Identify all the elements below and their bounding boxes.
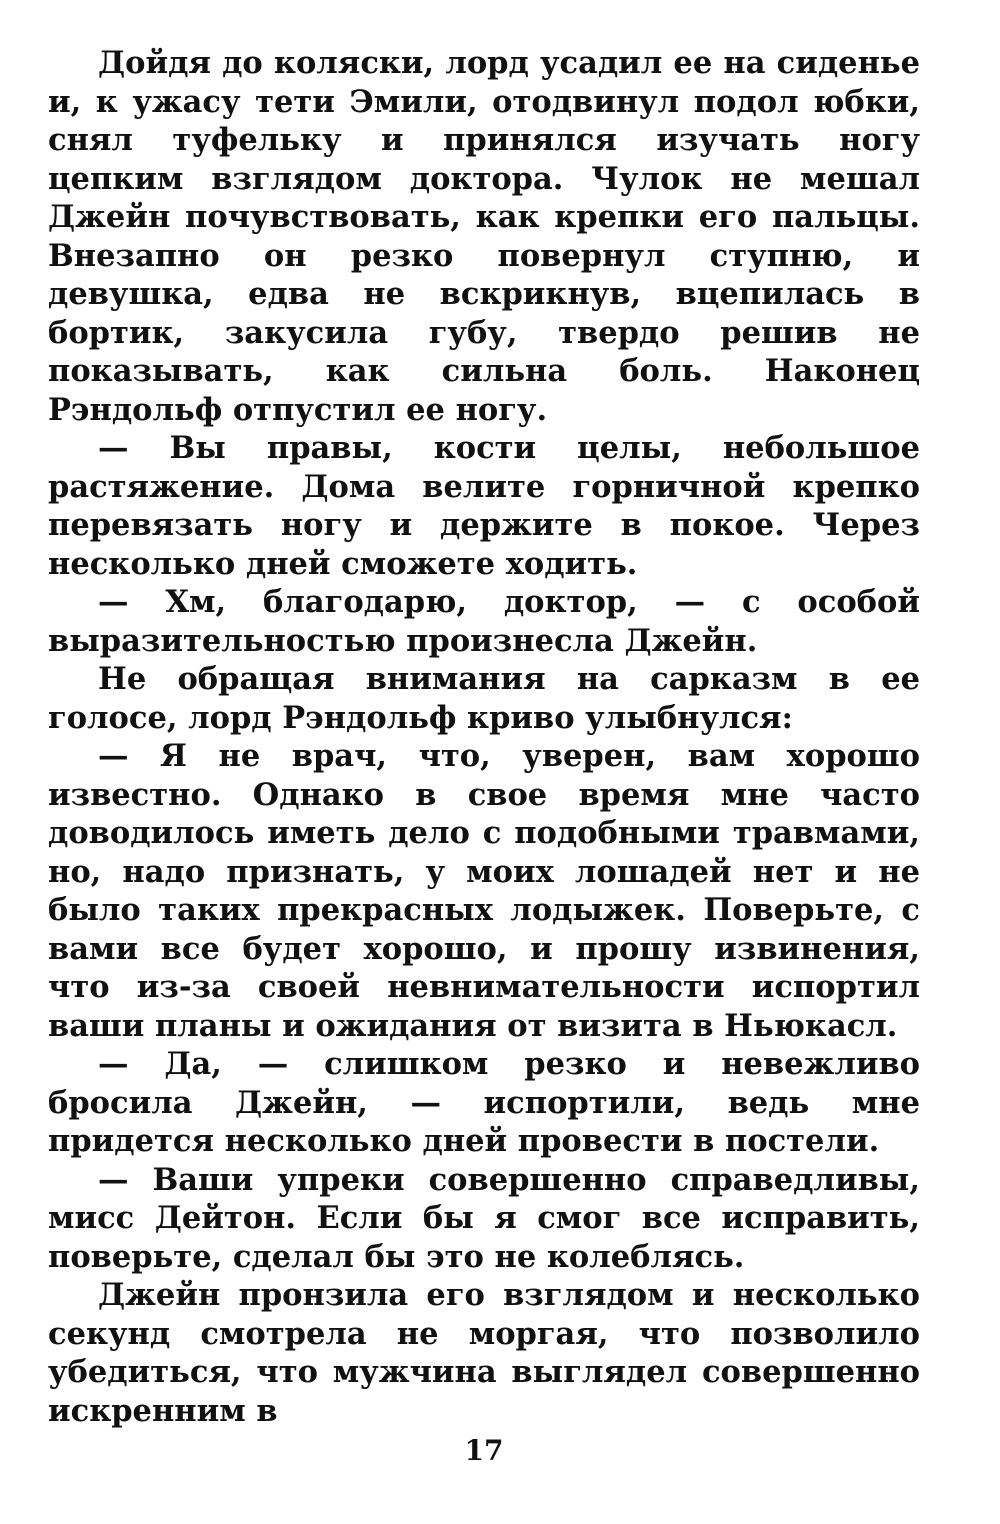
paragraph-7: — Ваши упреки совершенно справедливы, мисс Дейтон. Если бы я смог все исправить, поверьте, сделал бы это не колеблясь.	[48, 1161, 920, 1275]
paragraph-5: — Я не врач, что, уверен, вам хорошо известно. Однако в свое время мне часто доводилось иметь дело с подобными травмами, но, надо признать, у моих лошадей нет и не было таких прекрасных лодыжек. Поверьте, с вами все будет хорошо, и прошу извинения, что из-за своей невнимательности испортил ваши планы и ожидания от визита в Ньюкасл.	[48, 738, 920, 1044]
paragraph-8: Джейн пронзила его взглядом и несколько секунд смотрела не моргая, что позволило убедиться, что мужчина выглядел совершенно искренним в	[48, 1277, 920, 1429]
page-number: 17	[464, 1434, 504, 1467]
body-text	[48, 44, 920, 1430]
paragraph-3: — Хм, благодарю, доктор, — с особой выразительностью произнесла Джейн.	[48, 584, 920, 659]
paragraph-1: Дойдя до коляски, лорд усадил ее на сиденье и, к ужасу тети Эмили, отодвинул подол юбки, снял туфельку и принялся изучать ногу цепким взглядом доктора. Чулок не мешал Джейн почувствовать, как крепки его пальцы. Внезапно он резко повернул ступню, и девушка, едва не вскрикнув, вцепилась в бортик, закусила губу, твердо решив не показывать, как сильна боль. Наконец Рэндольф отпустил ее ногу.	[48, 45, 920, 428]
paragraph-4: Не обращая внимания на сарказм в ее голосе, лорд Рэндольф криво улыбнулся:	[48, 661, 920, 736]
paragraph-2: — Вы правы, кости целы, небольшое растяжение. Дома велите горничной крепко перевязать ногу и держите в покое. Через несколько дней сможете ходить.	[48, 430, 920, 582]
paragraph-6: — Да, — слишком резко и невежливо бросила Джейн, — испортили, ведь мне придется несколько дней провести в постели.	[48, 1046, 920, 1159]
book-page	[48, 44, 920, 1514]
